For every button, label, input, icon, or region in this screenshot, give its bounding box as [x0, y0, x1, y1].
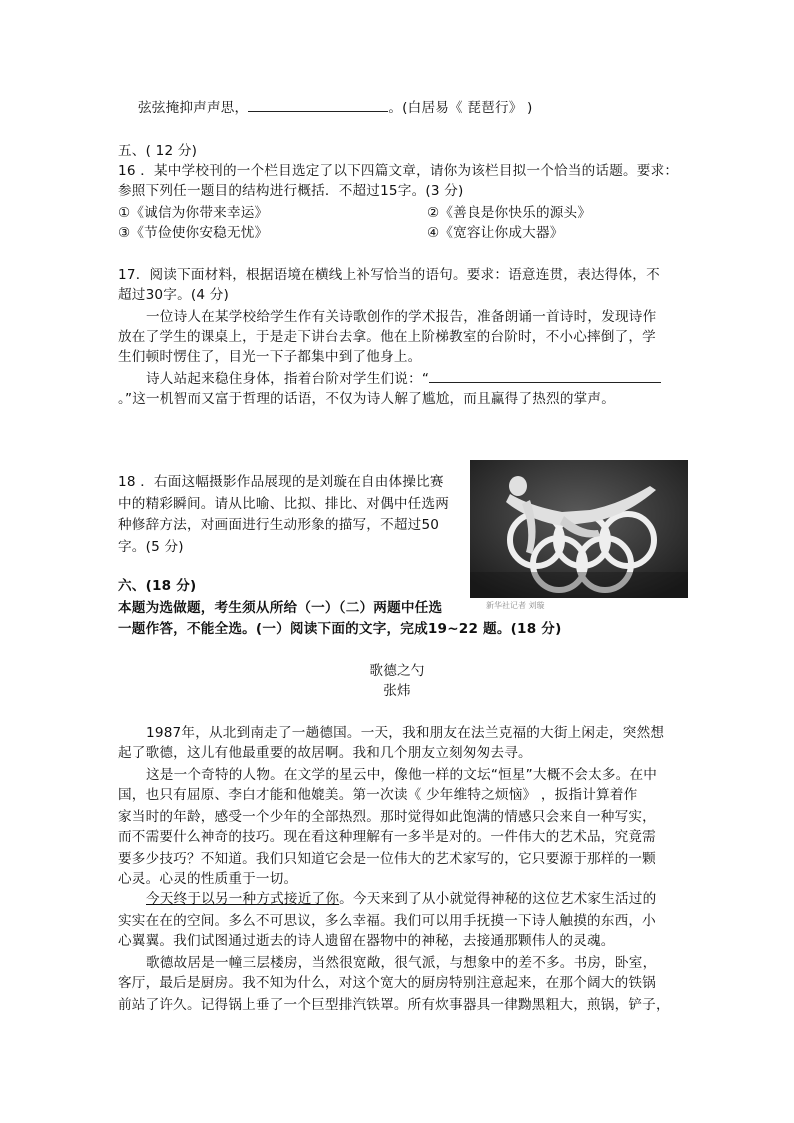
- article-line-rest: 。今天来到了从小就觉得神秘的这位艺术家生活过的: [339, 891, 657, 907]
- poem-text: 弦弦掩抑声声思，: [138, 100, 249, 116]
- q17-line-2: 超过30字。(4 分): [118, 287, 230, 303]
- section-6-instruction-2: 一题作答，不能全选。(一）阅读下面的文字，完成19~22 题。(18 分): [118, 621, 562, 637]
- q17-line-1: 17．阅读下面材料，根据语境在横线上补写恰当的语句。要求：语意连贯，表达得体，不: [118, 267, 660, 283]
- q17-para-4: [146, 368, 661, 390]
- article-line: 客厅，最后是厨房。我不知为什么，对这个宽大的厨房特别注意起来，在那个阔大的铁锅: [118, 975, 656, 991]
- q16-option-2: ②《善良是你快乐的源头》: [427, 205, 592, 221]
- article-line: 家当时的年龄，感受一个少年的全部热烈。那时觉得如此饱满的情感只会来自一种写实，: [118, 809, 656, 825]
- article-line: 国，也只有屈原、李白才能和他媲美。第一次读《 少年维特之烦恼》 ，扳指计算着作: [118, 787, 638, 803]
- section-6-instruction-1: 本题为选做题，考生须从所给（一）（二）两题中任选: [118, 600, 443, 616]
- q18-line-4: 字。(5 分): [118, 539, 184, 555]
- photo-caption: 新华社记者 刘璇: [486, 601, 545, 610]
- article-line: 实实在在的空间。多么不可思议，多么幸福。我们可以用手抚摸一下诗人触摸的东西，小: [118, 913, 656, 929]
- article-line: 前站了许久。记得锅上垂了一个巨型排汽铁罩。所有炊事器具一律黝黑粗大，煎锅，铲子，: [118, 997, 670, 1013]
- answer-blank[interactable]: [248, 97, 388, 112]
- q18-line-3: 种修辞方法，对画面进行生动形象的描写，不超过50: [118, 517, 440, 533]
- q16-line-2: 参照下列任一题目的结构进行概括．不超过15字。(3 分): [118, 183, 464, 199]
- section-6-header: 六、(18 分): [118, 578, 197, 594]
- q17-para-4-text: 诗人站起来稳住身体，指着台阶对学生们说：“: [146, 371, 430, 387]
- q16-line-1: 16 ．某中学校刊的一个栏目选定了以下四篇文章，请你为该栏目拟一个恰当的话题。要求：: [118, 163, 679, 179]
- q16-option-1: ①《诚信为你带来幸运》: [118, 205, 269, 221]
- answer-blank[interactable]: [429, 368, 661, 383]
- article-line: 心翼翼。我们试图通过逝去的诗人遗留在器物中的神秘，去接通那颗伟人的灵魂。: [118, 933, 615, 949]
- poem-fill-line: [138, 97, 533, 119]
- underlined-sentence: 今天终于以另一种方式接近了你: [146, 891, 340, 907]
- q18-line-1: 18 ．右面这幅摄影作品展现的是刘璇在自由体操比赛: [118, 474, 444, 490]
- q16-option-3: ③《节俭使你安稳无忧》: [118, 225, 269, 241]
- q17-para-1: 一位诗人在某学校给学生作有关诗歌创作的学术报告，准备朗诵一首诗时，发现诗作: [146, 309, 657, 325]
- q17-para-3: 生们顿时愣住了，目光一下子都集中到了他身上。: [118, 349, 422, 365]
- article-line: [146, 888, 656, 910]
- q17-para-2: 放在了学生的课桌上，于是走下讲台去拿。他在上阶梯教室的台阶时，不小心摔倒了，学: [118, 329, 656, 345]
- article-line: 1987年，从北到南走了一趟德国。一天，我和朋友在法兰克福的大街上闲走，突然想: [146, 725, 665, 741]
- article-title: 歌德之勺: [369, 663, 425, 679]
- article-line: 而不需要什么神奇的技巧。现在看这种理解有一多半是对的。一件伟大的艺术品，究竟需: [118, 829, 656, 845]
- gymnast-rings-illustration: [470, 460, 688, 598]
- article-line: 起了歌德，这儿有他最重要的故居啊。我和几个朋友立刻匆匆去寻。: [118, 745, 532, 761]
- article-line: 歌德故居是一幢三层楼房，当然很宽敞，很气派，与想象中的差不多。书房，卧室，: [146, 955, 657, 971]
- article-line: 要多少技巧？不知道。我们只知道它会是一位伟大的艺术家写的，它只要源于那样的一颗: [118, 851, 656, 867]
- q17-para-5: 。”这一机智而又富于哲理的话语，不仅为诗人解了尴尬，而且赢得了热烈的掌声。: [118, 391, 616, 407]
- q18-line-2: 中的精彩瞬间。请从比喻、比拟、排比、对偶中任选两: [118, 496, 450, 512]
- q16-option-4: ④《宽容让你成大器》: [427, 225, 564, 241]
- article-author: 张炜: [383, 683, 411, 699]
- article-line: 这是一个奇特的人物。在文学的星云中，像他一样的文坛“恒星”大概不会太多。在中: [146, 767, 658, 783]
- gymnast-photo: [470, 460, 688, 598]
- poem-source: 。(白居易《 琵琶行》 ): [388, 100, 533, 116]
- article-line: 心灵。心灵的性质重于一切。: [118, 871, 298, 887]
- section-5-header: 五、( 12 分): [118, 143, 198, 159]
